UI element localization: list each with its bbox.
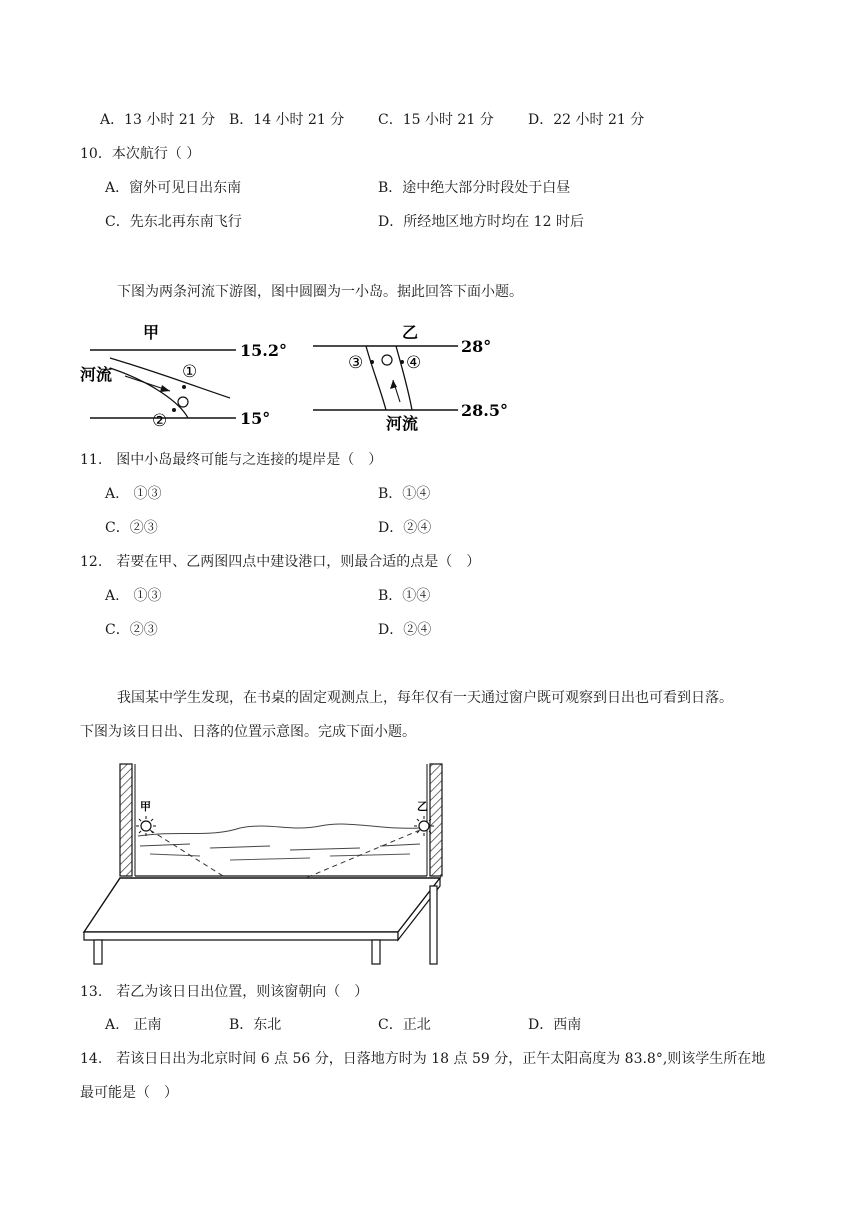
- window-frame-right: [430, 764, 442, 876]
- q13-option-d: D．西南: [528, 1017, 582, 1033]
- yi-point-3: ③: [348, 353, 364, 373]
- desk-leg-front-left: [94, 940, 102, 964]
- window-figure: [80, 760, 460, 968]
- q10-option-d: D．所经地区地方时均在 12 时后: [378, 214, 584, 230]
- q14-stem-line1: 14. 若该日日出为北京时间 6 点 56 分，日落地方时为 18 点 59 分，正午太阳高度为 83.8°,则该学生所在地: [80, 1051, 766, 1067]
- jia-point-2: ②: [152, 411, 168, 431]
- q9-option-d: D．22 小时 21 分: [528, 112, 645, 128]
- q14-stem-line2: 最可能是（ ）: [80, 1085, 178, 1101]
- yi-point-3-dot: [370, 360, 374, 364]
- q11-option-c: C．②③: [105, 520, 158, 536]
- q9-option-b: B．14 小时 21 分: [229, 112, 345, 128]
- window-intro-line2: 下图为该日日出、日落的位置示意图。完成下面小题。: [80, 724, 416, 740]
- q11-option-d: D．②④: [378, 520, 432, 536]
- q13-stem: 13. 若乙为该日日出位置，则该窗朝向（ ）: [80, 984, 369, 1000]
- yi-river-label: 河流: [386, 414, 419, 433]
- yi-point-4: ④: [406, 353, 422, 373]
- jia-river-label: 河流: [80, 365, 113, 384]
- q10-stem: 10．本次航行（ ）: [80, 146, 201, 162]
- q12-option-d: D．②④: [378, 622, 432, 638]
- jia-island: [178, 397, 188, 407]
- jia-latitude-bottom-label: 15°: [240, 409, 271, 428]
- yi-island: [382, 355, 392, 365]
- desk-leg-back-right: [430, 886, 437, 964]
- jia-point-1: ①: [182, 362, 198, 382]
- river-figure: [80, 318, 510, 436]
- q13-option-a: A. 正南: [105, 1017, 162, 1033]
- river-diagram-yi: [313, 323, 508, 433]
- sun-jia-icon: [136, 816, 156, 836]
- landscape-mountains: [138, 824, 420, 836]
- window-intro-line1: 我国某中学生发现，在书桌的固定观测点上，每年仅有一天通过窗户既可观察到日出也可看到日落。: [117, 690, 733, 706]
- jia-river-bank-upper: [110, 358, 230, 398]
- q10-option-a: A．窗外可见日出东南: [105, 180, 242, 196]
- desk-top: [84, 878, 440, 932]
- jia-latitude-top-label: 15.2°: [240, 341, 287, 360]
- yi-latitude-top-label: 28°: [461, 337, 492, 356]
- jia-river-bank-lower: [110, 368, 188, 418]
- q12-stem: 12. 若要在甲、乙两图四点中建设港口，则最合适的点是（ ）: [80, 554, 481, 570]
- q11-option-b: B．①④: [378, 486, 431, 502]
- jia-point-2-dot: [172, 408, 176, 412]
- desk-front-edge: [84, 932, 398, 940]
- q11-option-a: A. ①③: [105, 486, 162, 502]
- q9-option-a: A．13 小时 21 分: [100, 112, 216, 128]
- q11-stem: 11. 图中小岛最终可能与之连接的堤岸是（ ）: [80, 452, 383, 468]
- river-diagram-jia: [80, 323, 287, 431]
- desk-leg-front-right: [372, 940, 380, 964]
- yi-point-4-dot: [400, 360, 404, 364]
- q13-option-c: C．正北: [378, 1017, 431, 1033]
- landscape-shoreline: [140, 844, 420, 850]
- jia-title: 甲: [143, 323, 160, 342]
- yi-latitude-bottom-label: 28.5°: [461, 401, 508, 420]
- rivers-intro: 下图为两条河流下游图，图中圆圈为一小岛。据此回答下面小题。: [117, 284, 523, 300]
- yi-title: 乙: [402, 323, 419, 342]
- q10-option-c: C．先东北再东南飞行: [105, 214, 242, 230]
- q10-option-b: B．途中绝大部分时段处于白昼: [378, 180, 571, 196]
- sun-yi-label: 乙: [417, 800, 428, 813]
- q13-option-b: B．东北: [229, 1017, 282, 1033]
- jia-point-1-dot: [182, 385, 186, 389]
- yi-river-bank-left: [366, 346, 386, 410]
- window-frame-left: [120, 764, 132, 876]
- sun-yi-icon: [414, 816, 434, 836]
- jia-flow-arrowhead: [160, 385, 170, 392]
- q12-option-a: A. ①③: [105, 588, 162, 604]
- q9-option-c: C．15 小时 21 分: [378, 112, 494, 128]
- q12-option-c: C．②③: [105, 622, 158, 638]
- q12-option-b: B．①④: [378, 588, 431, 604]
- sun-jia-label: 甲: [140, 800, 151, 813]
